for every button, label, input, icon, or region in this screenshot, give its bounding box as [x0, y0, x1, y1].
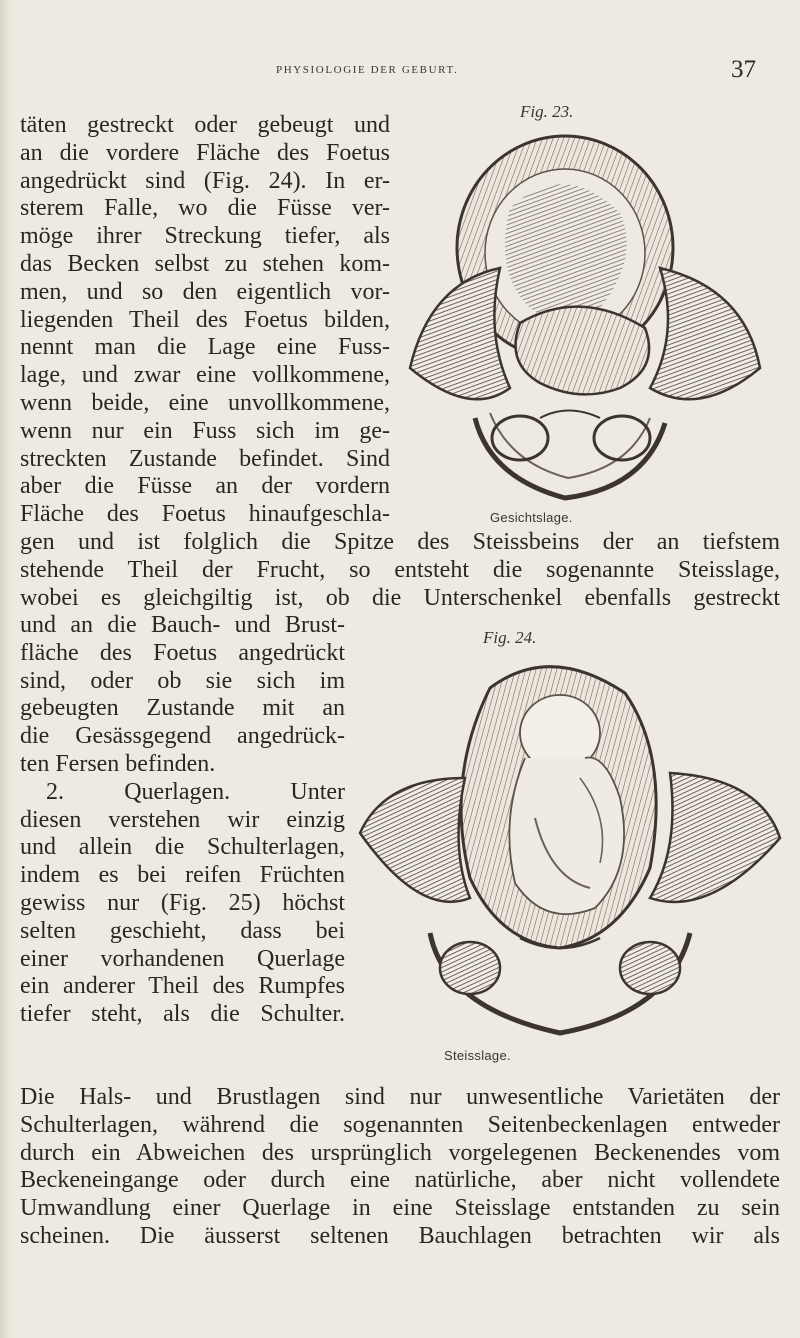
page-number: 37: [731, 56, 756, 83]
figure-23-caption: Gesichtslage.: [490, 510, 573, 525]
text-line: das Becken selbst zu stehen kom-: [20, 250, 390, 277]
text-line: nennt man die Lage eine Fuss-: [20, 334, 390, 361]
text-line: diesen verstehen wir einzig: [20, 806, 345, 833]
text-line: durch ein Abweichen des ursprünglich vorgelegenen Beckenendes vom: [20, 1139, 780, 1166]
text-line: lage, und zwar eine vollkommene,: [20, 362, 390, 389]
figure-23-label: Fig. 23.: [520, 102, 574, 121]
pelvis-breech-presentation-illustration: [350, 648, 790, 1043]
text-line: stehende Theil der Frucht, so entsteht die sogenannte Steisslage,: [20, 556, 780, 583]
text-line: an die vordere Fläche des Foetus: [20, 139, 390, 166]
text-line: einer vorhandenen Querlage: [20, 945, 345, 972]
text-line: Die Hals- und Brustlagen sind nur unwesentliche Varietäten der: [20, 1084, 780, 1110]
text-line: täten gestreckt oder gebeugt und: [20, 112, 390, 138]
text-line: Schulterlagen, während die sogenannten Seitenbeckenlagen entweder: [20, 1111, 780, 1138]
text-line: gen und ist folglich die Spitze des Steissbeins der an tiefstem: [20, 529, 780, 555]
text-block-2: [20, 529, 780, 612]
text-block-3: [20, 612, 345, 1029]
text-line: möge ihrer Streckung tiefer, als: [20, 223, 390, 250]
figure-23: [390, 100, 790, 530]
text-line: Umwandlung einer Querlage in eine Steisslage entstanden zu sein: [20, 1195, 780, 1222]
text-line: tiefer steht, als die Schulter.: [20, 1001, 345, 1028]
text-line: Beckeneingange oder durch eine natürliche, aber nicht vollendete: [20, 1167, 780, 1194]
text-line: indem es bei reifen Früchten: [20, 862, 345, 889]
page-header: [0, 56, 800, 83]
text-line: die Gesässgegend angedrück-: [20, 723, 345, 750]
text-line: wobei es gleichgiltig ist, ob die Unterschenkel ebenfalls gestreckt: [20, 584, 780, 611]
text-line: streckten Zustande befindet. Sind: [20, 445, 390, 472]
text-line: fläche des Foetus angedrückt: [20, 639, 345, 666]
text-block-1: [20, 112, 390, 529]
figure-24-caption: Steisslage.: [444, 1048, 511, 1063]
text-line: gewiss nur (Fig. 25) höchst: [20, 889, 345, 916]
figure-24-label: Fig. 24.: [483, 628, 537, 647]
text-line: gebeugten Zustande mit an: [20, 695, 345, 722]
text-line: Fläche des Foetus hinaufgeschla-: [20, 501, 390, 528]
pelvis-face-presentation-illustration: [390, 118, 790, 528]
text-line: wenn nur ein Fuss sich im ge-: [20, 417, 390, 444]
text-line: ten Fersen befinden.: [20, 750, 216, 777]
text-line: scheinen. Die äusserst seltenen Bauchlagen betrachten wir als: [20, 1222, 780, 1249]
page-binding-edge: [0, 0, 14, 1338]
text-block-4: [20, 1084, 780, 1251]
text-line: angedrückt sind (Fig. 24). In er-: [20, 167, 390, 194]
text-line: liegenden Theil des Foetus bilden,: [20, 306, 390, 333]
running-head: PHYSIOLOGIE DER GEBURT.: [276, 64, 459, 76]
figure-24: [350, 628, 790, 1068]
text-line: wenn beide, eine unvollkommene,: [20, 389, 390, 416]
text-line: sind, oder ob sie sich im: [20, 667, 345, 694]
text-line: aber die Füsse an der vordern: [20, 473, 390, 500]
text-line: sterem Falle, wo die Füsse ver-: [20, 195, 390, 222]
text-line: und an die Bauch- und Brust-: [20, 612, 345, 638]
text-line: selten geschieht, dass bei: [20, 917, 345, 944]
text-line: men, und so den eigentlich vor-: [20, 278, 390, 305]
text-line: ein anderer Theil des Rumpfes: [20, 973, 345, 1000]
text-line: und allein die Schulterlagen,: [20, 834, 345, 861]
text-line: 2. Querlagen. Unter: [46, 778, 345, 805]
